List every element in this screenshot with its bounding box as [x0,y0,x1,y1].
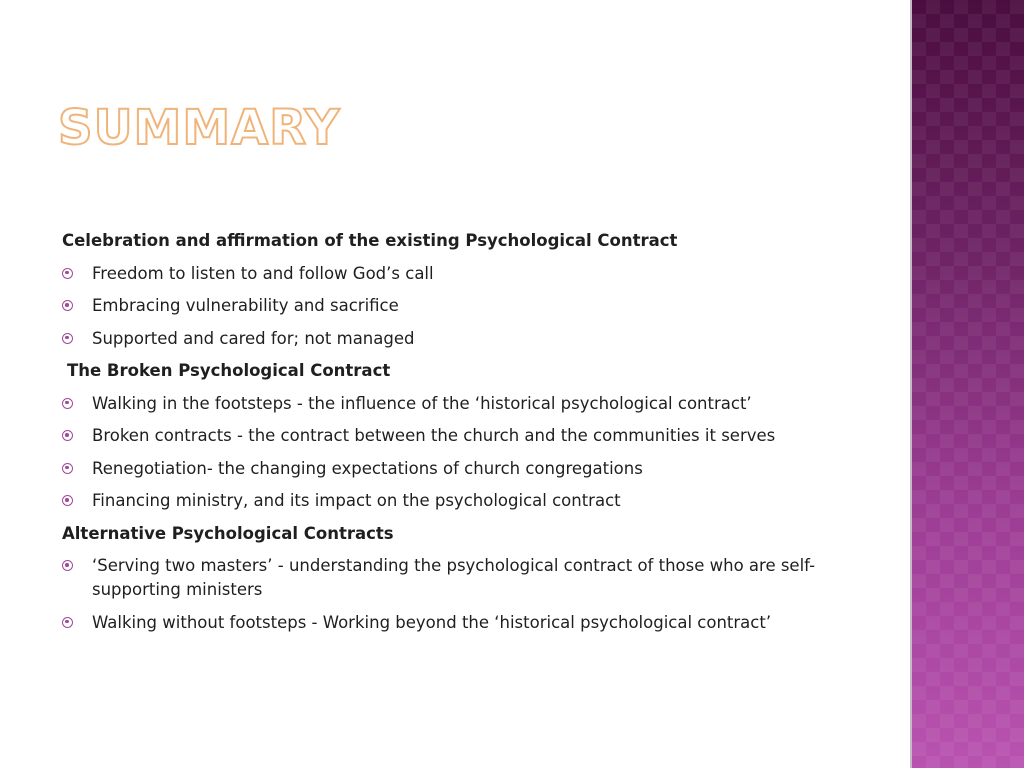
list-item-text: Embracing vulnerability and sacrifice [92,296,399,315]
list-item-text: Walking in the footsteps - the influence of the ‘historical psychological contract’ [92,393,752,413]
decorative-side-panel [912,0,1024,768]
list-item [62,611,862,635]
list-item-text: ‘Serving two masters’ - understanding the psychological contract of those who are self-supporting ministers [92,556,816,599]
circle-bullet-icon [62,398,73,409]
list-item-text: Renegotiation- the changing expectations of church congregations [92,458,643,478]
section-heading-broken: The Broken Psychological Contract [67,361,391,380]
list-item [62,554,862,602]
circle-bullet-icon [62,560,73,571]
slide-body [62,229,862,643]
list-item-text: Supported and cared for; not managed [92,328,415,348]
circle-bullet-icon [62,333,73,344]
list-item [62,294,862,318]
list-item-text: Financing ministry, and its impact on the psychological contract [92,491,621,510]
slide-title: SUMMARY [58,100,341,156]
list-item [62,489,862,513]
list-item-text: Freedom to listen to and follow God’s call [92,263,434,283]
circle-bullet-icon [62,300,73,311]
list-item [62,424,862,448]
list-item [62,262,862,286]
circle-bullet-icon [62,495,73,506]
list-item-text: Broken contracts - the contract between the church and the communities it serves [92,426,776,445]
section-heading-alternative: Alternative Psychological Contracts [62,523,394,543]
circle-bullet-icon [62,463,73,474]
list-item [62,327,862,351]
list-item [62,457,862,481]
list-item [62,392,862,416]
circle-bullet-icon [62,268,73,279]
circle-bullet-icon [62,617,73,628]
circle-bullet-icon [62,430,73,441]
section-heading-celebration: Celebration and affirmation of the existing Psychological Contract [62,231,678,250]
list-item-text: Walking without footsteps - Working beyond the ‘historical psychological contract’ [92,612,772,632]
